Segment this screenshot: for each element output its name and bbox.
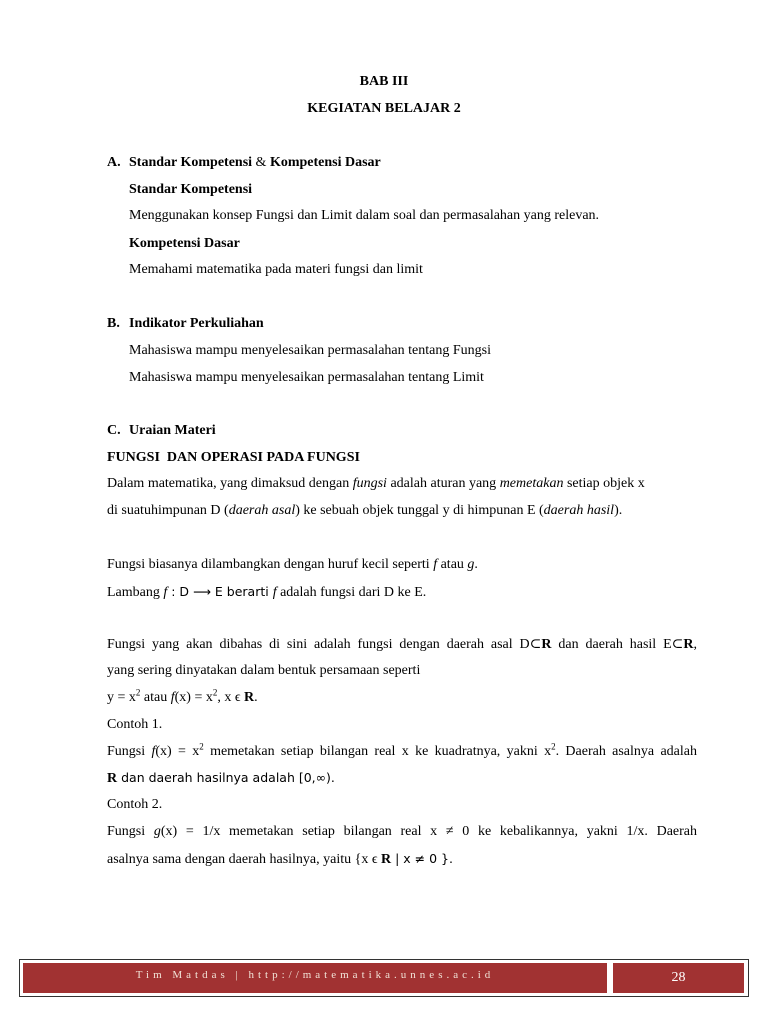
- indicator-item: Mahasiswa mampu menyelesaikan permasalahan tentang Fungsi: [129, 343, 491, 358]
- indicator-item: Mahasiswa mampu menyelesaikan permasalahan tentang Limit: [129, 370, 484, 385]
- section-b-marker: B.: [107, 316, 120, 331]
- example-1-label: Contoh 1.: [107, 717, 163, 732]
- kompetensi-dasar-text: Memahami matematika pada materi fungsi dan limit: [129, 262, 423, 277]
- page-number: 28: [671, 970, 686, 985]
- footer-text: Tim Matdas | http://matematika.unnes.ac.id: [135, 969, 495, 981]
- standar-kompetensi-title: Standar Kompetensi: [129, 182, 253, 197]
- standar-kompetensi-text: Menggunakan konsep Fungsi dan Limit dalam soal dan permasalahan yang relevan.: [129, 208, 600, 223]
- section-a-marker: A.: [107, 155, 121, 170]
- paragraph-notation-line-1: Fungsi biasanya dilambangkan dengan huruf kecil seperti f atau g.: [107, 557, 478, 572]
- paragraph-definition-line-2: di suatuhimpunan D (daerah asal) ke sebuah objek tunggal y di himpunan E (daerah hasil).: [107, 503, 623, 518]
- section-a-title: Standar Kompetensi & Kompetensi Dasar: [129, 155, 381, 170]
- section-b-title: Indikator Perkuliahan: [129, 316, 264, 331]
- chapter-title: KEGIATAN BELAJAR 2: [307, 101, 461, 116]
- paragraph-notation-line-2: Lambang f : D ⟶ E berarti f adalah fungsi dari D ke E.: [107, 584, 427, 600]
- equation-example: $y = x^2$ atau $f(x) = x^2$, x ϵ R.: [107, 687, 258, 705]
- example-1-line-1: Fungsi $f(x) = x^2$ memetakan setiap bilangan real x ke kuadratnya, yakni $x^2$. Daerah asalnya adalah: [107, 741, 697, 759]
- example-2-line-1: Fungsi g(x) = 1/x memetakan setiap bilangan real x ≠ 0 ke kebalikannya, yakni 1/x. Daerah: [107, 824, 697, 839]
- example-1-line-2: R dan daerah hasilnya adalah [0,∞).: [107, 770, 335, 786]
- example-2-label: Contoh 2.: [107, 797, 163, 812]
- paragraph-definition-line-1: Dalam matematika, yang dimaksud dengan fungsi adalah aturan yang memetakan setiap objek x: [107, 476, 645, 491]
- kompetensi-dasar-title: Kompetensi Dasar: [129, 236, 240, 251]
- paragraph-domain-line-2: yang sering dinyatakan dalam bentuk persamaan seperti: [107, 663, 421, 678]
- paragraph-domain-line-1: Fungsi yang akan dibahas di sini adalah fungsi dengan daerah asal D⊂R dan daerah hasil E⊂R,: [107, 637, 697, 652]
- example-2-line-2: asalnya sama dengan daerah hasilnya, yaitu {x ϵ R | x ≠ 0 }.: [107, 851, 453, 867]
- chapter-heading: BAB III: [359, 74, 409, 89]
- section-c-subtitle: FUNGSI DAN OPERASI PADA FUNGSI: [107, 450, 360, 465]
- section-c-marker: C.: [107, 423, 121, 438]
- section-c-title: Uraian Materi: [129, 423, 216, 438]
